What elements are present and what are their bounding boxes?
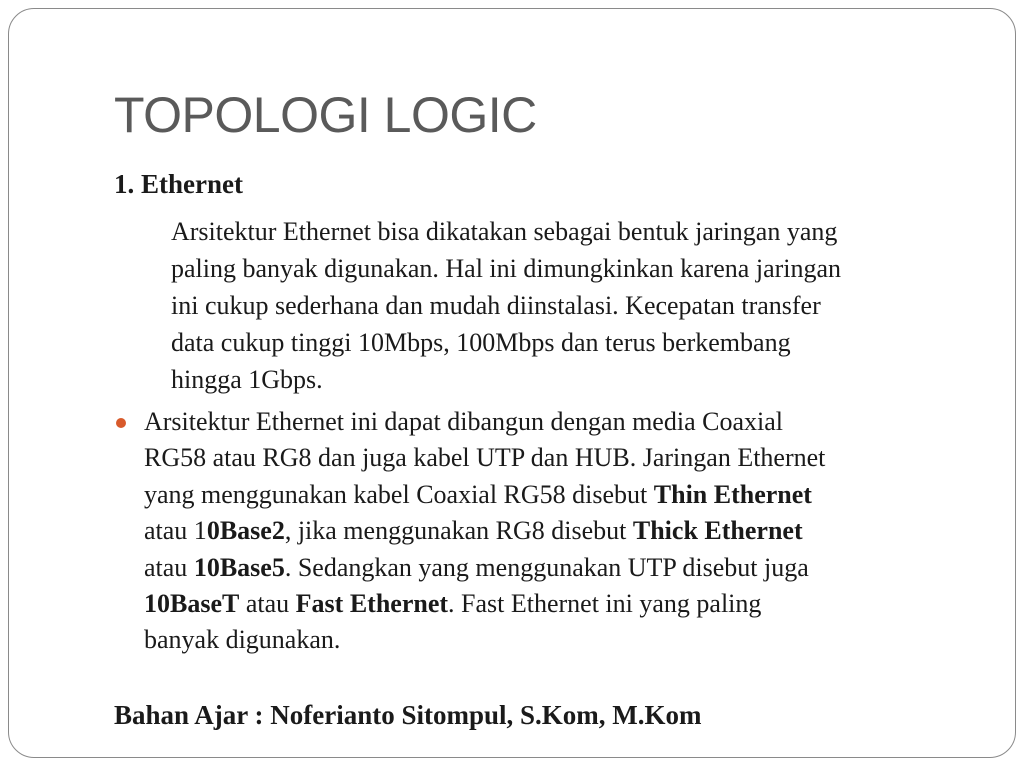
bullet-line [144, 440, 974, 476]
paragraph-line: hingga 1Gbps. [171, 365, 323, 394]
term-thin-ethernet: Thin Ethernet [653, 479, 812, 509]
term-fast-ethernet: Fast Ethernet [295, 589, 449, 619]
slide-title: TOPOLOGI LOGIC [114, 87, 537, 143]
paragraph-line: ini cukup sederhana dan mudah diinstalasi. Kecepatan transfer [171, 291, 821, 320]
bullet-item [144, 404, 974, 659]
bullet-text-run: atau [144, 552, 194, 582]
bullet-line [144, 513, 974, 549]
bullet-line [144, 622, 974, 658]
term-10base5: 10Base5 [193, 552, 285, 582]
term-10baset: 10BaseT [144, 589, 240, 619]
bullet-text-run: atau [239, 589, 296, 619]
paragraph-line: data cukup tinggi 10Mbps, 100Mbps dan terus berkembang [171, 328, 791, 357]
bullet-line [144, 404, 974, 440]
bullet-text-run: yang menggunakan kabel Coaxial RG58 disebut [144, 479, 654, 509]
bullet-line [144, 477, 974, 513]
term-thick-ethernet: Thick Ethernet [632, 516, 803, 546]
term-10base2: 0Base2 [206, 516, 285, 546]
bullet-text-run: banyak digunakan. [144, 625, 341, 655]
bullet-text-run: Arsitektur Ethernet ini dapat dibangun dengan media Coaxial [144, 407, 783, 436]
paragraph-line: paling banyak digunakan. Hal ini dimungkinkan karena jaringan [171, 254, 842, 283]
bullet-text-run: RG58 atau RG8 dan juga kabel UTP dan HUB. Jaringan Ethernet [144, 443, 826, 473]
bullet-text-run: . Fast Ethernet ini yang paling [448, 589, 762, 619]
bullet-line [144, 586, 974, 622]
bullet-text-run: atau 1 [144, 516, 207, 546]
bullet-text-run: , jika menggunakan RG8 disebut [284, 516, 633, 546]
paragraph-line: Arsitektur Ethernet bisa dikatakan sebagai bentuk jaringan yang [171, 217, 838, 246]
bullet-dot-icon [116, 418, 126, 428]
footer-credit: Bahan Ajar : Noferianto Sitompul, S.Kom, M.Kom [114, 700, 702, 730]
section-heading: 1. Ethernet [114, 169, 243, 199]
ethernet-paragraph [171, 213, 971, 398]
bullet-text-run: . Sedangkan yang menggunakan UTP disebut juga [284, 552, 809, 582]
bullet-line [144, 550, 974, 586]
